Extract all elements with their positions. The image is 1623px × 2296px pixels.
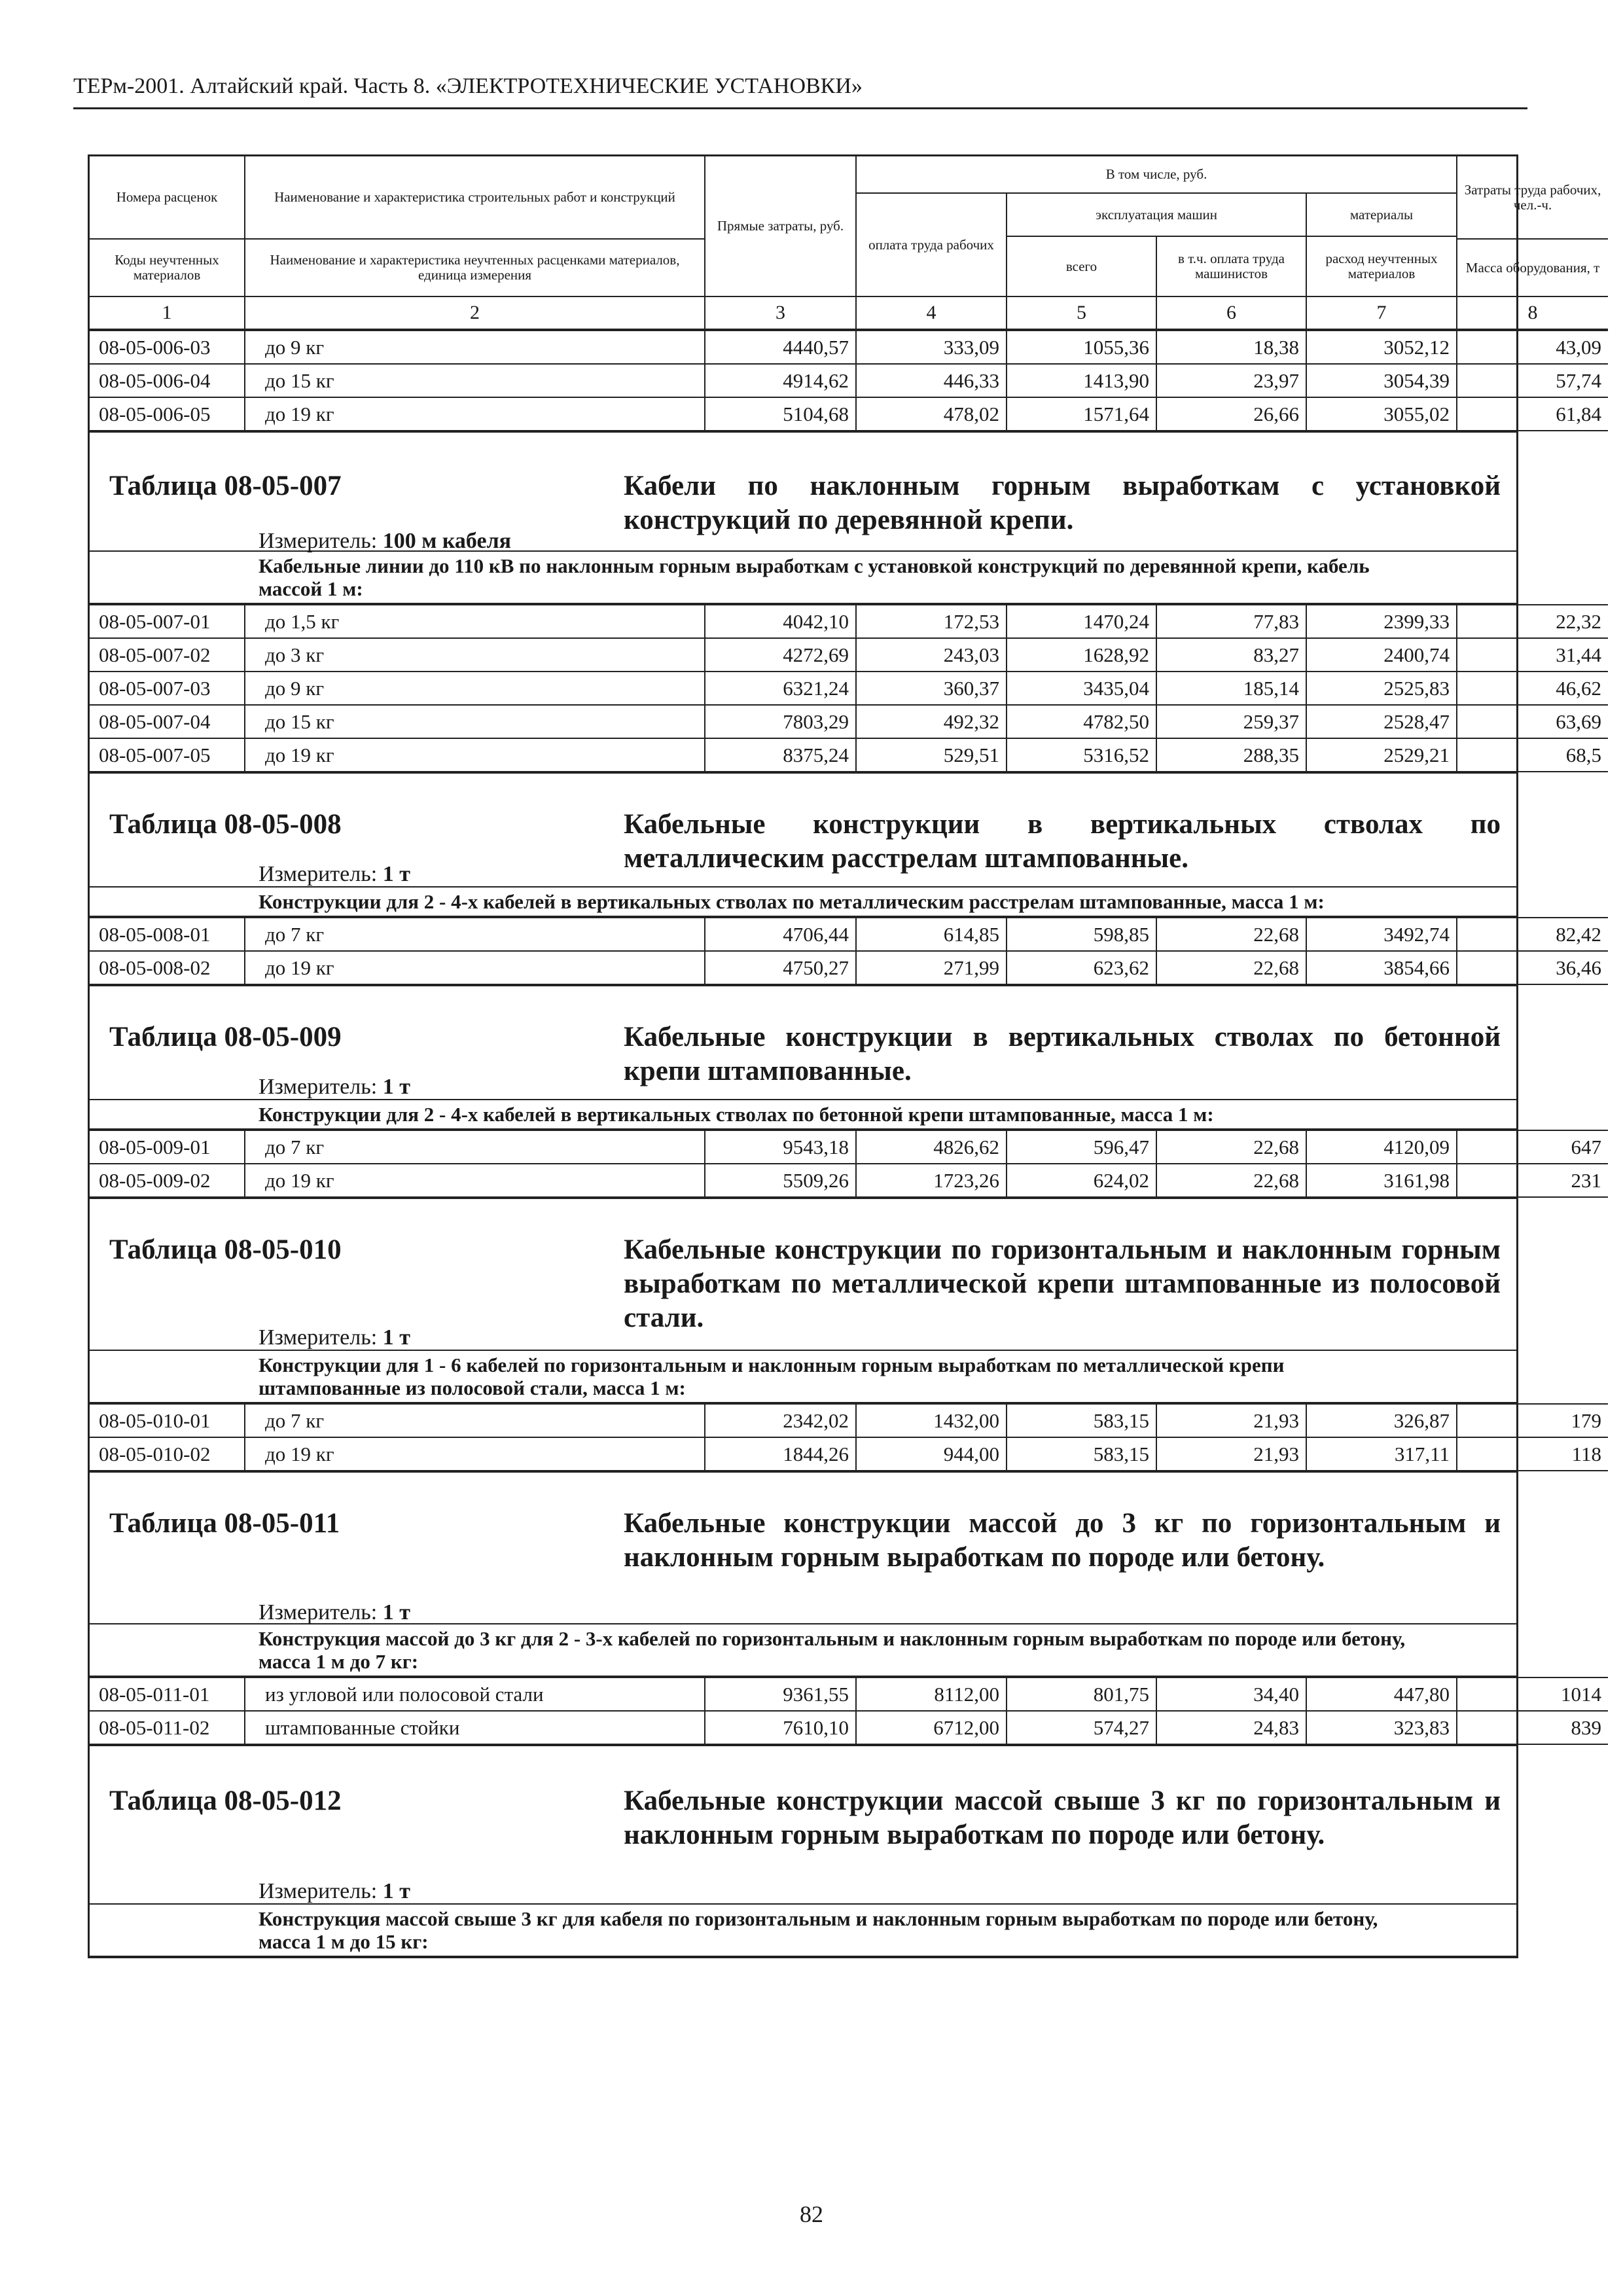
machines-total: 1628,92 xyxy=(1007,638,1156,672)
rate-name: до 19 кг xyxy=(245,1164,705,1197)
work-group-description: Конструкции для 1 - 6 кабелей по горизонтальным и наклонным горным выработкам по металлической крепи штампованные из полосовой стали, масса 1 м: xyxy=(90,1350,1516,1402)
labor-cost: 1014 xyxy=(1457,1677,1608,1711)
labor-pay: 1723,26 xyxy=(856,1164,1007,1197)
running-header: ТЕРм-2001. Алтайский край. Часть 8. «ЭЛЕКТРОТЕХНИЧЕСКИЕ УСТАНОВКИ» xyxy=(73,73,1527,109)
table-row xyxy=(90,951,1608,984)
machines-total: 4782,50 xyxy=(1007,705,1156,738)
labor-cost: 57,74 xyxy=(1457,364,1608,397)
machines-total: 624,02 xyxy=(1007,1164,1156,1197)
materials: 2399,33 xyxy=(1306,605,1457,638)
table-number: Таблица 08-05-010 xyxy=(109,1234,342,1265)
col-materials-unaccounted-header: расход неучтенных материалов xyxy=(1306,236,1457,296)
measure-unit-label: Измеритель: xyxy=(259,1600,378,1624)
direct-costs: 7610,10 xyxy=(705,1711,856,1744)
work-group-description: Конструкция массой свыше 3 кг для кабеля по горизонтальным и наклонным горным выработкам по породе или бетону, масса 1 м до 15 кг: xyxy=(90,1903,1516,1956)
machines-total: 1055,36 xyxy=(1007,331,1156,364)
column-number: 5 xyxy=(1007,296,1156,329)
column-number: 6 xyxy=(1156,296,1306,329)
rate-code: 08-05-007-02 xyxy=(90,638,245,672)
machines-total: 623,62 xyxy=(1007,951,1156,984)
materials: 3055,02 xyxy=(1306,397,1457,431)
labor-cost: 68,5 xyxy=(1457,738,1608,772)
measure-unit-value: 1 т xyxy=(382,1879,410,1903)
rate-code: 08-05-006-05 xyxy=(90,397,245,431)
section-heading xyxy=(90,774,1516,886)
table-row xyxy=(90,605,1608,638)
table-row xyxy=(90,1164,1608,1197)
table-title: Кабели по наклонным горным выработкам с установкой конструкций по деревянной крепи. xyxy=(624,471,1501,535)
machines-total: 1571,64 xyxy=(1007,397,1156,431)
machines-header: эксплуатация машин xyxy=(1007,193,1306,236)
rate-tables xyxy=(90,431,1601,1956)
materials: 4120,09 xyxy=(1306,1130,1457,1164)
measure-unit xyxy=(259,528,511,554)
rate-rows-table xyxy=(90,1677,1608,1745)
machines-total: 3435,04 xyxy=(1007,672,1156,705)
section-heading xyxy=(90,433,1516,553)
section-rows xyxy=(90,916,1601,985)
col-machines-labor-header: в т.ч. оплата труда машинистов xyxy=(1156,236,1306,296)
direct-costs: 8375,24 xyxy=(705,738,856,772)
labor-pay: 360,37 xyxy=(856,672,1007,705)
col-direct-costs-header: Прямые затраты, руб. xyxy=(705,156,856,296)
work-group-description: Кабельные линии до 110 кВ по наклонным горным выработкам с установкой конструкций по деревянной крепи, кабель массой 1 м: xyxy=(90,550,1516,603)
rate-code: 08-05-011-01 xyxy=(90,1677,245,1711)
labor-pay: 944,00 xyxy=(856,1437,1007,1471)
rate-name: до 1,5 кг xyxy=(245,605,705,638)
rate-name: до 7 кг xyxy=(245,918,705,951)
labor-cost: 63,69 xyxy=(1457,705,1608,738)
work-group-description: Конструкции для 2 - 4-х кабелей в вертикальных стволах по металлическим расстрелам штампованные, масса 1 м: xyxy=(90,886,1516,916)
work-group-description: Конструкции для 2 - 4-х кабелей в вертикальных стволах по бетонной крепи штампованные, масса 1 м: xyxy=(90,1099,1516,1128)
rate-code: 08-05-008-02 xyxy=(90,951,245,984)
machines-labor: 22,68 xyxy=(1156,918,1306,951)
table-row xyxy=(90,705,1608,738)
section-rows xyxy=(90,1402,1601,1471)
rate-table-section xyxy=(90,431,1601,772)
labor-pay: 8112,00 xyxy=(856,1677,1007,1711)
direct-costs: 4440,57 xyxy=(705,331,856,364)
rate-rows-table xyxy=(90,330,1608,431)
section-rows xyxy=(90,1128,1601,1198)
measure-unit xyxy=(259,1878,410,1905)
column-number: 1 xyxy=(90,296,245,329)
rate-code: 08-05-006-04 xyxy=(90,364,245,397)
measure-unit-label: Измеритель: xyxy=(259,1879,378,1903)
column-number: 7 xyxy=(1306,296,1457,329)
measure-unit-value: 100 м кабеля xyxy=(382,529,512,553)
section-heading xyxy=(90,1199,1516,1350)
measure-unit-value: 1 т xyxy=(382,1600,410,1624)
rate-name: до 7 кг xyxy=(245,1404,705,1437)
measure-unit-value: 1 т xyxy=(382,1325,410,1350)
labor-pay: 446,33 xyxy=(856,364,1007,397)
labor-pay: 614,85 xyxy=(856,918,1007,951)
direct-costs: 5509,26 xyxy=(705,1164,856,1197)
rate-name: до 19 кг xyxy=(245,1437,705,1471)
machines-labor: 22,68 xyxy=(1156,1164,1306,1197)
rate-code: 08-05-009-02 xyxy=(90,1164,245,1197)
rate-code: 08-05-010-02 xyxy=(90,1437,245,1471)
materials: 2528,47 xyxy=(1306,705,1457,738)
materials: 3854,66 xyxy=(1306,951,1457,984)
rate-name: штампованные стойки xyxy=(245,1711,705,1744)
labor-cost: 231 xyxy=(1457,1164,1608,1197)
labor-cost: 36,46 xyxy=(1457,951,1608,984)
rate-table-section xyxy=(90,1471,1601,1745)
rate-rows-table xyxy=(90,604,1608,772)
labor-pay: 271,99 xyxy=(856,951,1007,984)
section-heading xyxy=(90,1746,1516,1903)
machines-labor: 77,83 xyxy=(1156,605,1306,638)
rate-table-section xyxy=(90,1198,1601,1471)
table-row xyxy=(90,1677,1608,1711)
table-row xyxy=(90,1711,1608,1744)
labor-pay: 4826,62 xyxy=(856,1130,1007,1164)
labor-pay: 243,03 xyxy=(856,638,1007,672)
column-number: 4 xyxy=(856,296,1007,329)
table-row xyxy=(90,738,1608,772)
labor-cost: 43,09 xyxy=(1457,331,1608,364)
table-row xyxy=(90,918,1608,951)
section-heading xyxy=(90,1473,1516,1623)
labor-pay: 478,02 xyxy=(856,397,1007,431)
rate-name: до 19 кг xyxy=(245,397,705,431)
rate-name: до 9 кг xyxy=(245,331,705,364)
section-heading xyxy=(90,986,1516,1099)
direct-costs: 7803,29 xyxy=(705,705,856,738)
table-title: Кабельные конструкции массой свыше 3 кг по горизонтальным и наклонным горным выработкам по породе или бетону. xyxy=(624,1785,1501,1850)
machines-labor: 83,27 xyxy=(1156,638,1306,672)
column-number: 8 xyxy=(1457,296,1608,329)
labor-pay: 529,51 xyxy=(856,738,1007,772)
labor-cost: 46,62 xyxy=(1457,672,1608,705)
materials-header: материалы xyxy=(1306,193,1457,236)
measure-unit xyxy=(259,861,410,888)
rate-name: до 3 кг xyxy=(245,638,705,672)
rate-rows-table xyxy=(90,1403,1608,1471)
measure-unit-value: 1 т xyxy=(382,1075,410,1099)
machines-total: 583,15 xyxy=(1007,1437,1156,1471)
rate-name: до 19 кг xyxy=(245,951,705,984)
materials: 3492,74 xyxy=(1306,918,1457,951)
labor-cost: 118 xyxy=(1457,1437,1608,1471)
direct-costs: 9361,55 xyxy=(705,1677,856,1711)
rate-name: до 7 кг xyxy=(245,1130,705,1164)
rate-name: до 15 кг xyxy=(245,705,705,738)
rate-code: 08-05-009-01 xyxy=(90,1130,245,1164)
direct-costs: 6321,24 xyxy=(705,672,856,705)
machines-labor: 34,40 xyxy=(1156,1677,1306,1711)
labor-cost: 179 xyxy=(1457,1404,1608,1437)
machines-labor: 22,68 xyxy=(1156,951,1306,984)
rate-name: до 9 кг xyxy=(245,672,705,705)
materials: 323,83 xyxy=(1306,1711,1457,1744)
table-row xyxy=(90,672,1608,705)
machines-labor: 23,97 xyxy=(1156,364,1306,397)
col-mass-header: Масса оборудования, т xyxy=(1457,239,1608,296)
table-title: Кабельные конструкции в вертикальных стволах по бетонной крепи штампованные. xyxy=(624,1022,1501,1086)
materials: 3161,98 xyxy=(1306,1164,1457,1197)
rate-name: из угловой или полосовой стали xyxy=(245,1677,705,1711)
section-rows xyxy=(90,603,1601,772)
table-number: Таблица 08-05-011 xyxy=(109,1508,340,1539)
rates-document xyxy=(88,154,1601,1958)
table-row xyxy=(90,1437,1608,1471)
table-row xyxy=(90,1130,1608,1164)
machines-labor: 18,38 xyxy=(1156,331,1306,364)
rate-name: до 15 кг xyxy=(245,364,705,397)
col-codes-sub-header: Коды неучтенных материалов xyxy=(90,239,245,296)
labor-pay: 492,32 xyxy=(856,705,1007,738)
col-name-sub-header: Наименование и характеристика неучтенных расценками материалов, единица измерения xyxy=(245,239,705,296)
col-codes-header: Номера расценок xyxy=(90,156,245,239)
table-title: Кабельные конструкции массой до 3 кг по горизонтальным и наклонным горным выработкам по породе или бетону. xyxy=(624,1508,1501,1573)
rate-table-section xyxy=(90,1745,1516,1956)
col-labor-pay-header: оплата труда рабочих xyxy=(856,193,1007,296)
machines-labor: 185,14 xyxy=(1156,672,1306,705)
machines-total: 598,85 xyxy=(1007,918,1156,951)
table-row xyxy=(90,1404,1608,1437)
table-row xyxy=(90,331,1608,364)
machines-total: 801,75 xyxy=(1007,1677,1156,1711)
table-number: Таблица 08-05-009 xyxy=(109,1022,342,1052)
machines-labor: 259,37 xyxy=(1156,705,1306,738)
direct-costs: 5104,68 xyxy=(705,397,856,431)
measure-unit xyxy=(259,1074,410,1100)
measure-unit-label: Измеритель: xyxy=(259,529,378,553)
table-row xyxy=(90,397,1608,431)
col-name-header: Наименование и характеристика строительных работ и конструкций xyxy=(245,156,705,239)
machines-total: 596,47 xyxy=(1007,1130,1156,1164)
measure-unit xyxy=(259,1600,410,1626)
measure-unit-label: Измеритель: xyxy=(259,1075,378,1099)
machines-labor: 24,83 xyxy=(1156,1711,1306,1744)
table-title: Кабельные конструкции по горизонтальным и наклонным горным выработкам по металлической крепи штампованные из полосовой стали. xyxy=(624,1234,1501,1333)
materials: 447,80 xyxy=(1306,1677,1457,1711)
machines-total: 1470,24 xyxy=(1007,605,1156,638)
table-row xyxy=(90,364,1608,397)
table-08-05-006-rows xyxy=(90,330,1601,431)
work-group-description: Конструкция массой до 3 кг для 2 - 3-х кабелей по горизонтальным и наклонным горным выработкам по породе или бетону, масса 1 м до 7 кг: xyxy=(90,1623,1516,1676)
direct-costs: 2342,02 xyxy=(705,1404,856,1437)
rate-code: 08-05-008-01 xyxy=(90,918,245,951)
column-number: 2 xyxy=(245,296,705,329)
labor-cost: 839 xyxy=(1457,1711,1608,1744)
table-row xyxy=(90,638,1608,672)
materials: 2400,74 xyxy=(1306,638,1457,672)
table-number: Таблица 08-05-008 xyxy=(109,809,342,840)
materials: 317,11 xyxy=(1306,1437,1457,1471)
labor-cost: 647 xyxy=(1457,1130,1608,1164)
measure-unit-value: 1 т xyxy=(382,862,410,886)
page-number: 82 xyxy=(800,2201,823,2227)
rate-code: 08-05-010-01 xyxy=(90,1404,245,1437)
materials: 2525,83 xyxy=(1306,672,1457,705)
table-title: Кабельные конструкции в вертикальных стволах по металлическим расстрелам штампованные. xyxy=(624,809,1501,874)
rate-rows-table xyxy=(90,1130,1608,1198)
section-rows xyxy=(90,1676,1601,1745)
rate-code: 08-05-011-02 xyxy=(90,1711,245,1744)
machines-total: 5316,52 xyxy=(1007,738,1156,772)
table-number: Таблица 08-05-012 xyxy=(109,1785,342,1816)
rate-code: 08-05-007-03 xyxy=(90,672,245,705)
measure-unit-label: Измеритель: xyxy=(259,862,378,886)
direct-costs: 4750,27 xyxy=(705,951,856,984)
labor-pay: 172,53 xyxy=(856,605,1007,638)
machines-total: 583,15 xyxy=(1007,1404,1156,1437)
column-number: 3 xyxy=(705,296,856,329)
direct-costs: 4272,69 xyxy=(705,638,856,672)
direct-costs: 9543,18 xyxy=(705,1130,856,1164)
measure-unit xyxy=(259,1325,410,1351)
direct-costs: 1844,26 xyxy=(705,1437,856,1471)
rate-code: 08-05-006-03 xyxy=(90,331,245,364)
column-header-table xyxy=(90,156,1608,330)
machines-labor: 288,35 xyxy=(1156,738,1306,772)
rate-code: 08-05-007-05 xyxy=(90,738,245,772)
direct-costs: 4042,10 xyxy=(705,605,856,638)
materials: 3052,12 xyxy=(1306,331,1457,364)
rate-rows-table xyxy=(90,917,1608,985)
materials: 326,87 xyxy=(1306,1404,1457,1437)
machines-total: 574,27 xyxy=(1007,1711,1156,1744)
machines-total: 1413,90 xyxy=(1007,364,1156,397)
measure-unit-label: Измеритель: xyxy=(259,1325,378,1350)
rate-table-section xyxy=(90,985,1601,1198)
machines-labor: 21,93 xyxy=(1156,1404,1306,1437)
machines-labor: 21,93 xyxy=(1156,1437,1306,1471)
labor-cost: 22,32 xyxy=(1457,605,1608,638)
table-number: Таблица 08-05-007 xyxy=(109,471,342,501)
incl-header: В том числе, руб. xyxy=(856,156,1457,193)
materials: 3054,39 xyxy=(1306,364,1457,397)
rate-name: до 19 кг xyxy=(245,738,705,772)
column-numbers-row xyxy=(90,296,1608,329)
labor-cost: 82,42 xyxy=(1457,918,1608,951)
direct-costs: 4914,62 xyxy=(705,364,856,397)
rate-code: 08-05-007-01 xyxy=(90,605,245,638)
col-machines-total-header: всего xyxy=(1007,236,1156,296)
labor-pay: 1432,00 xyxy=(856,1404,1007,1437)
labor-pay: 6712,00 xyxy=(856,1711,1007,1744)
labor-cost: 31,44 xyxy=(1457,638,1608,672)
rate-code: 08-05-007-04 xyxy=(90,705,245,738)
machines-labor: 22,68 xyxy=(1156,1130,1306,1164)
direct-costs: 4706,44 xyxy=(705,918,856,951)
rate-table-section xyxy=(90,772,1601,985)
labor-pay: 333,09 xyxy=(856,331,1007,364)
machines-labor: 26,66 xyxy=(1156,397,1306,431)
materials: 2529,21 xyxy=(1306,738,1457,772)
col-labor-cost-header: Затраты труда рабочих, чел.-ч. xyxy=(1457,156,1608,239)
labor-cost: 61,84 xyxy=(1457,397,1608,431)
